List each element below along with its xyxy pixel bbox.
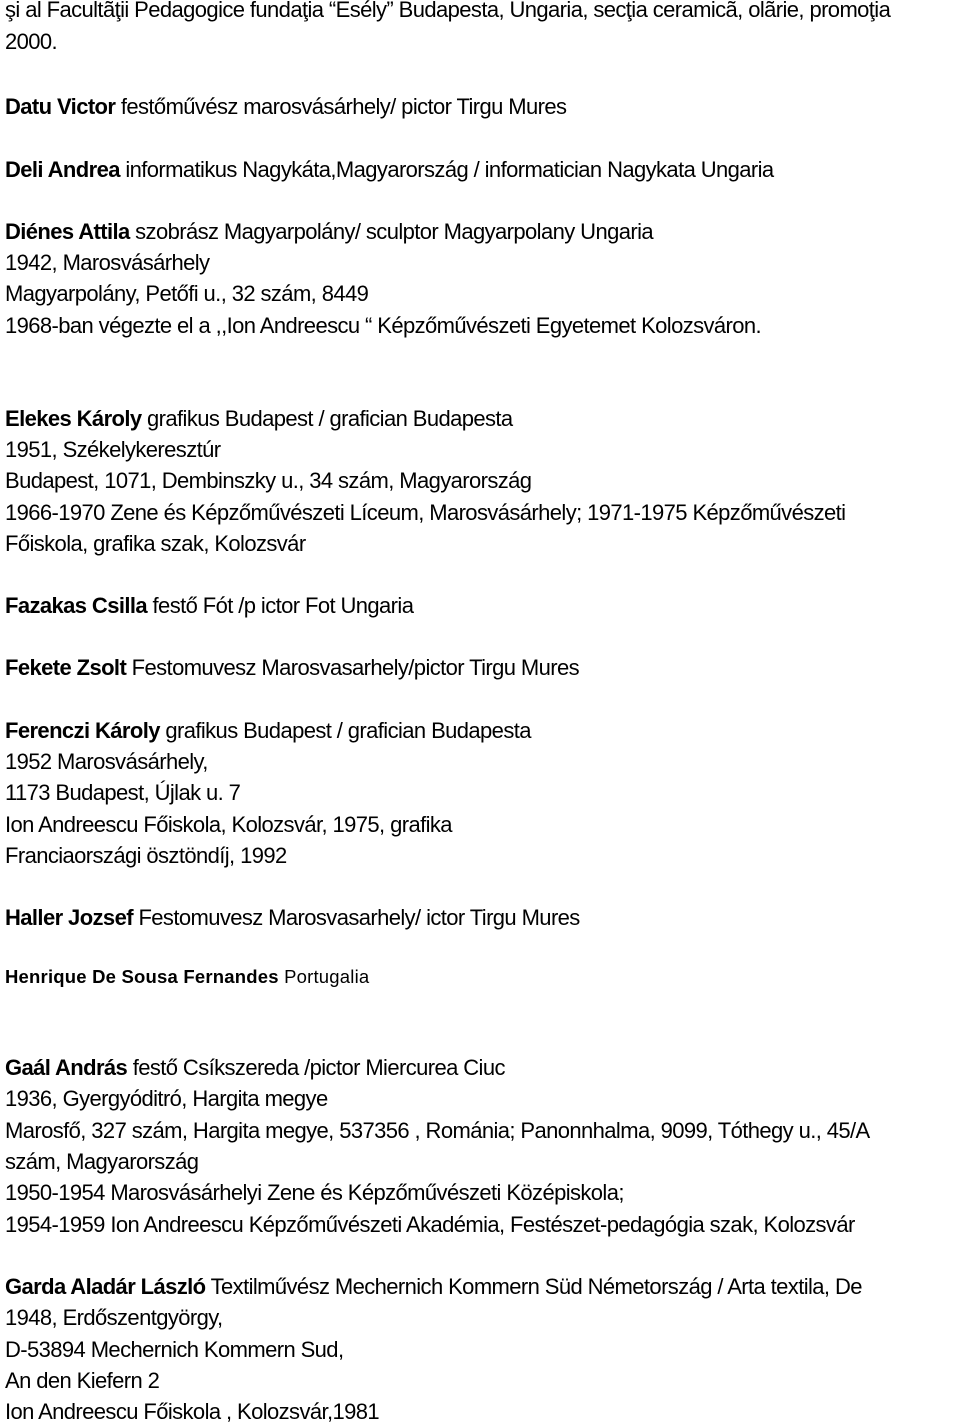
entry-dienes-line: 1942, Marosvásárhely [5,250,210,275]
entry-name: Gaál András [5,1055,128,1080]
entry-ferenczi-line: 1952 Marosvásárhely, [5,749,208,774]
entry-gaal-line: 1954-1959 Ion Andreescu Képzőművészeti Akadémia, Festészet-pedagógia szak, Kolozsvár [5,1212,855,1237]
entry-description: festő Csíkszereda /pictor Miercurea Ciuc [127,1055,505,1080]
entry-gaal-line: Marosfő, 327 szám, Hargita megye, 537356 , Románia; Panonnhalma, 9099, Tóthegy u., 45/A [5,1118,870,1143]
entry-description: grafikus Budapest / grafician Budapesta [141,406,513,431]
entry-ferenczi-line: Ion Andreescu Főiskola, Kolozsvár, 1975, grafika [5,812,452,837]
entry-garda-line: 1948, Erdőszentgyörgy, [5,1305,223,1330]
entry-name: Garda Aladár László [5,1274,206,1299]
entry-description: festő Fót /p ictor Fot Ungaria [147,593,414,618]
entry-name: Datu Victor [5,94,116,119]
entry-description: szobrász Magyarpolány/ sculptor Magyarpolany Ungaria [129,219,653,244]
entry-elekes-line: Budapest, 1071, Dembinszky u., 34 szám, Magyarország [5,468,532,493]
entry-description: Portugalia [278,966,370,987]
entry-description: festőművész marosvásárhely/ pictor Tirgu Mures [115,94,567,119]
entry-dienes-line: 1968-ban végezte el a ,,Ion Andreescu “ Képzőművészeti Egyetemet Kolozsváron. [5,313,762,338]
entry-haller-heading [5,905,580,931]
entry-garda-line: Ion Andreescu Főiskola , Kolozsvár,1981 [5,1399,380,1424]
entry-description: Textilművész Mechernich Kommern Süd Németország / Arta textila, De [205,1274,862,1299]
entry-fazakas-heading [5,593,413,619]
entry-gaal-line: 1950-1954 Marosvásárhelyi Zene és Képzőművészeti Középiskola; [5,1180,624,1205]
entry-elekes-line: 1966-1970 Zene és Képzőművészeti Líceum, Marosvásárhely; 1971-1975 Képzőművészeti [5,500,846,525]
entry-dienes-line: Magyarpolány, Petőfi u., 32 szám, 8449 [5,281,369,306]
entry-ferenczi-heading [5,718,531,744]
entry-garda-heading [5,1274,862,1300]
intro-line-1: şi al Facultãţii Pedagogice fundaţia “Esély” Budapesta, Ungaria, secţia ceramicã, olãrie, promoţia [5,0,891,22]
entry-elekes-line: Főiskola, grafika szak, Kolozsvár [5,531,306,556]
entry-description: informatikus Nagykáta,Magyarország / informatician Nagykata Ungaria [119,157,774,182]
entry-name: Fazakas Csilla [5,593,148,618]
entry-deli-heading [5,157,774,183]
entry-garda-line: An den Kiefern 2 [5,1368,160,1393]
entry-name: Henrique De Sousa Fernandes [5,966,279,987]
entry-name: Ferenczi Károly [5,718,160,743]
entry-dienes-heading [5,219,653,245]
entry-datu-heading [5,94,566,120]
entry-name: Haller Jozsef [5,905,133,930]
entry-description: Festomuvesz Marosvasarhely/ ictor Tirgu Mures [132,905,580,930]
entry-ferenczi-line: 1173 Budapest, Újlak u. 7 [5,780,241,805]
entry-name: Fekete Zsolt [5,655,127,680]
entry-description: Festomuvesz Marosvasarhely/pictor Tirgu Mures [126,655,580,680]
entry-elekes-line: 1951, Székelykeresztúr [5,437,221,462]
entry-fekete-heading [5,655,579,681]
entry-name: Elekes Károly [5,406,142,431]
entry-elekes-heading [5,406,513,432]
entry-gaal-line: szám, Magyarország [5,1149,199,1174]
entry-name: Diénes Attila [5,219,130,244]
entry-ferenczi-line: Franciaországi ösztöndíj, 1992 [5,843,287,868]
entry-henrique-heading [5,964,369,990]
entry-description: grafikus Budapest / grafician Budapesta [159,718,531,743]
entry-gaal-heading [5,1055,505,1081]
intro-line-2: 2000. [5,29,58,54]
entry-gaal-line: 1936, Gyergyóditró, Hargita megye [5,1086,328,1111]
entry-name: Deli Andrea [5,157,120,182]
entry-garda-line: D-53894 Mechernich Kommern Sud, [5,1337,344,1362]
